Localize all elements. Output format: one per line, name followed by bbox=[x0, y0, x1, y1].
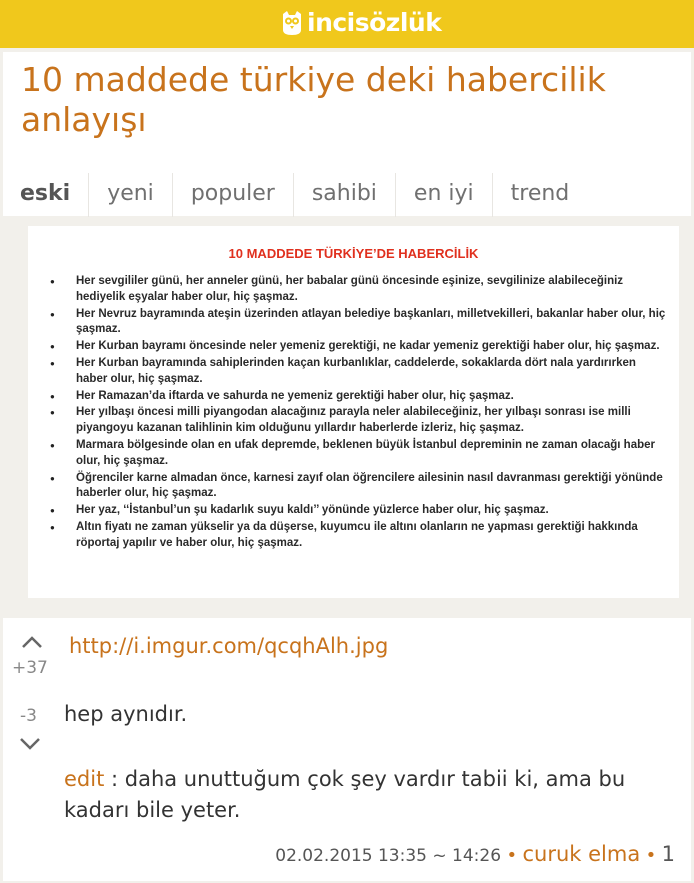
site-logo[interactable] bbox=[281, 8, 441, 38]
tab-yeni[interactable]: yeni bbox=[89, 173, 173, 217]
downvote-count: -3 bbox=[20, 706, 37, 726]
separator-dot: • bbox=[645, 845, 657, 866]
chevron-up-icon[interactable] bbox=[20, 632, 44, 652]
edit-label: edit bbox=[64, 767, 105, 791]
image-title: 10 MADDEDE TÜRKİYE’DE HABERCİLİK bbox=[228, 246, 479, 261]
entry-edit-note bbox=[64, 764, 664, 826]
embedded-image bbox=[28, 226, 679, 598]
topic-header bbox=[3, 52, 691, 216]
entry-date[interactable]: 02.02.2015 13:35 ~ 14:26 bbox=[275, 846, 502, 866]
list-item: ● Her yaz, ‘‘İstanbul’un şu kadarlık suyu kaldı’’ yönünde yüzlerce haber olur, hiç şaşmaz. bbox=[50, 503, 670, 519]
list-item: ● Her Ramazan’da iftarda ve sahurda ne yemeniz gerektiği haber olur, hiç şaşmaz. bbox=[50, 389, 670, 405]
chevron-down-icon[interactable] bbox=[18, 734, 42, 754]
owl-icon bbox=[281, 10, 303, 36]
list-item: ● Her Kurban bayramı öncesinde neler yemeniz gerektiği, ne kadar yemeniz gerektiği haber olur, hiç şaşmaz. bbox=[50, 339, 670, 355]
tab-sahibi[interactable]: sahibi bbox=[294, 173, 396, 217]
tab-populer[interactable]: populer bbox=[173, 173, 294, 217]
upvote-count: +37 bbox=[12, 658, 48, 678]
image-link[interactable]: http://i.imgur.com/qcqhAlh.jpg bbox=[69, 634, 389, 658]
list-item: ● Her sevgililer günü, her anneler günü, her babalar günü öncesinde eşinize, sevgilinize alabileceğiniz hediyelik eşyalar haber olur, hiç şaşmaz. bbox=[50, 274, 670, 306]
entry-text: hep aynıdır. bbox=[64, 702, 188, 726]
entry-card bbox=[3, 618, 691, 881]
separator-dot: • bbox=[506, 845, 518, 866]
logo-text: incisözlük bbox=[307, 8, 442, 37]
entry-footer bbox=[275, 842, 675, 866]
edit-text: : daha unuttuğum çok şey vardır tabii ki, ama bu kadarı bile yeter. bbox=[64, 767, 626, 822]
topic-title[interactable]: 10 maddede türkiye deki habercilik anlayışı bbox=[21, 60, 606, 139]
list-item: ● Öğrenciler karne almadan önce, karnesi zayıf olan öğrencilere ailesinin nasıl davranması gerektiği yönünde haberler olur, hiç şaşmaz. bbox=[50, 471, 670, 503]
author-link[interactable]: curuk elma bbox=[522, 842, 641, 866]
list-item: ● Marmara bölgesinde olan en ufak depremde, beklenen büyük İstanbul depreminin ne zaman olacağı haber olur, hiç şaşmaz. bbox=[50, 438, 670, 470]
list-item: ● Her yılbaşı öncesi milli piyangodan alacağınız parayla neler alabileceğiniz, her yılbaşı sonrası ise milli piyangoyu kazanan talihlinin kim olduğunu yıllardır haberlerde izleriz, hiç şaşmaz. bbox=[50, 405, 670, 437]
tab-trend[interactable]: trend bbox=[510, 181, 570, 206]
topic-tabs bbox=[3, 173, 587, 217]
favorite-count[interactable]: 1 bbox=[661, 842, 675, 866]
list-item: ● Her Kurban bayramında sahiplerinden kaçan kurbanlıklar, caddelerde, sokaklarda dört nala yardırırken haber olur, hiç şaşmaz. bbox=[50, 356, 670, 388]
image-list bbox=[50, 274, 670, 553]
tab-eski[interactable]: eski bbox=[3, 173, 89, 217]
top-bar bbox=[0, 0, 694, 48]
list-item: ● Altın fiyatı ne zaman yükselir ya da düşerse, kuyumcu ile altını olanların ne yapması gerektiği hakkında röportaj yapılır ve haber olur, hiç şaşmaz. bbox=[50, 520, 670, 552]
tab-en-iyi[interactable]: en iyi bbox=[396, 173, 493, 217]
list-item: ● Her Nevruz bayramında ateşin üzerinden atlayan belediye başkanları, milletvekilleri, bakanlar haber olur, hiç şaşmaz. bbox=[50, 307, 670, 339]
